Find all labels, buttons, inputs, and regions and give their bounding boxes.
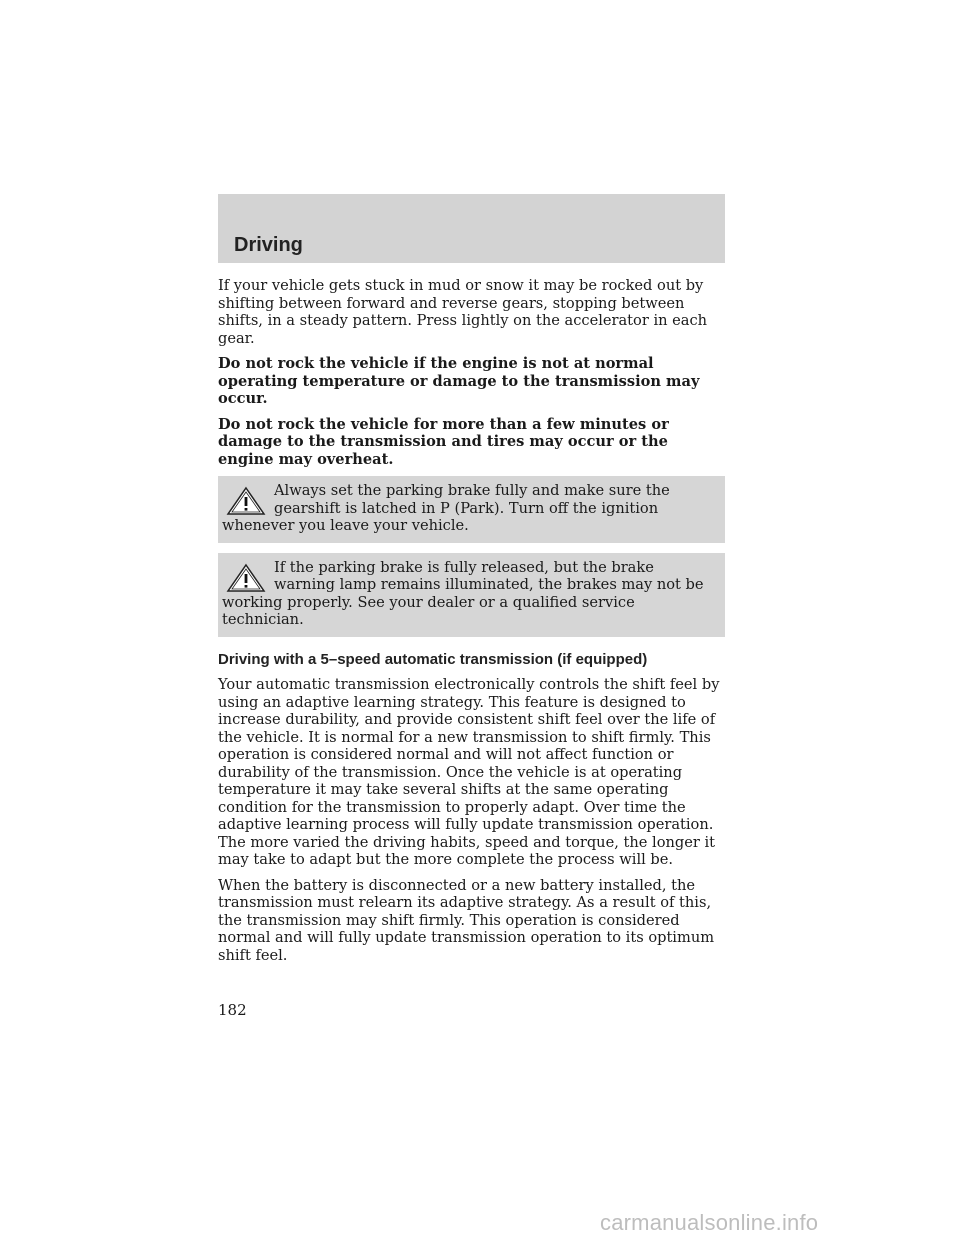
watermark: carmanualsonline.info: [600, 1210, 819, 1235]
header-title: Driving: [234, 234, 303, 256]
page-number: 182: [218, 1001, 247, 1019]
section-heading: Driving with a 5–speed automatic transmission (if equipped): [218, 650, 648, 668]
warning-triangle-icon: [226, 563, 266, 593]
warning-text: Always set the parking brake fully and make sure the gearshift is latched in P (Park). Turn off the ignition whenever you leave your vehicle.: [222, 482, 670, 534]
paragraph-battery-relearn: When the battery is disconnected or a new battery installed, the transmission must relearn its adaptive strategy. As a result of this, the transmission may shift firmly. This operation is considered normal and will fully update transmission operation to its optimum shift feel.: [218, 876, 715, 964]
page-content: [218, 277, 725, 972]
paragraph-caution-temperature: Do not rock the vehicle if the engine is not at normal operating temperature or damage to the transmission may occur.: [218, 355, 700, 407]
section-header: [218, 194, 725, 263]
warning-box-parking-brake: [218, 476, 725, 543]
warning-triangle-icon: [226, 486, 266, 516]
warning-box-brake-lamp: [218, 553, 725, 637]
warning-text: If the parking brake is fully released, but the brake warning lamp remains illuminated, the brakes may not be working properly. See your dealer or a qualified service technician.: [222, 558, 704, 628]
paragraph-rocking: If your vehicle gets stuck in mud or snow it may be rocked out by shifting between forward and reverse gears, stopping between shifts, in a steady pattern. Press lightly on the accelerator in each gear.: [218, 277, 708, 347]
paragraph-caution-duration: Do not rock the vehicle for more than a few minutes or damage to the transmission and tires may occur or the engine may overheat.: [218, 415, 669, 468]
paragraph-adaptive-learning: Your automatic transmission electronically controls the shift feel by using an adaptive learning strategy. This feature is designed to increase durability, and provide consistent shift feel over the life of the vehicle. It is normal for a new transmission to shift firmly. This operation is considered normal and will not affect function or durability of the transmission. Once the vehicle is at operating temperature it may take several shifts at the same operating condition for the transmission to properly adapt. Over time the adaptive learning process will fully update transmission operation. The more varied the driving habits, speed and torque, the longer it may take to adapt but the more complete the process will be.: [218, 676, 720, 868]
